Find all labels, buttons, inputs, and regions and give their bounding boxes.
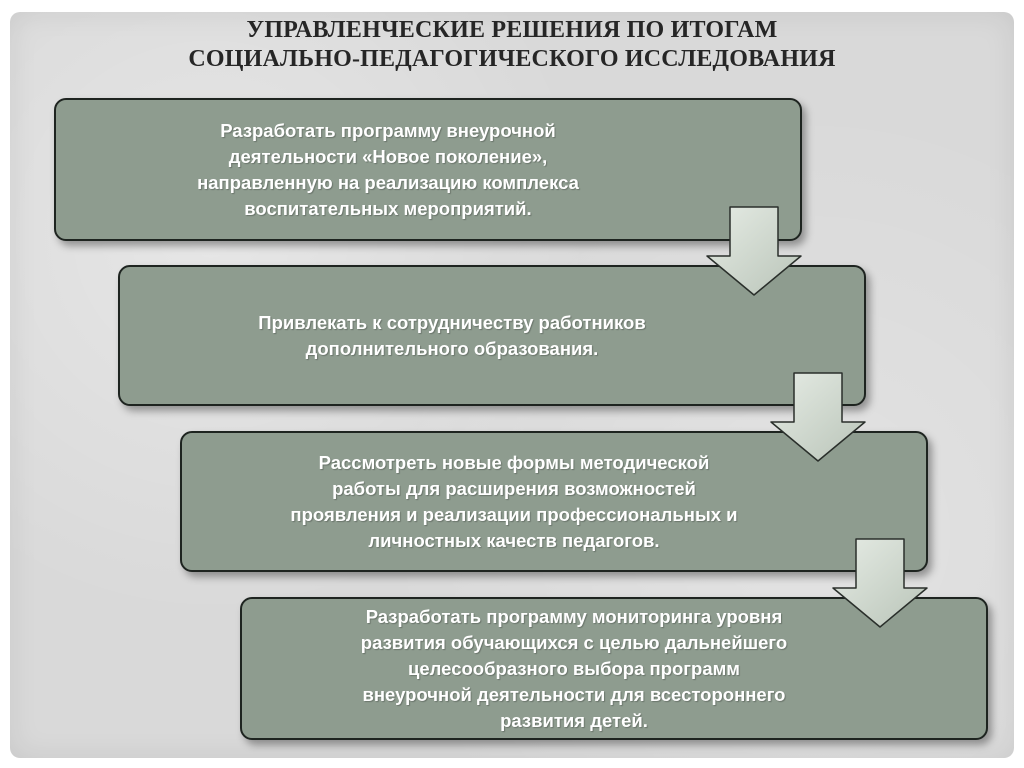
title-line-1: УПРАВЛЕНЧЕСКИЕ РЕШЕНИЯ ПО ИТОГАМ	[246, 17, 778, 43]
step-text-4: Разработать программу мониторинга уровня развития обучающихся с целью дальнейшего целесообразного выбора программ внеурочной деятельности для всестороннего развития детей.	[360, 605, 788, 731]
slide-title	[0, 16, 1024, 74]
title-line-2: СОЦИАЛЬНО-ПЕДАГОГИЧЕСКОГО ИССЛЕДОВАНИЯ	[188, 46, 836, 72]
step-text-3: Рассмотреть новые формы методической работы для расширения возможностей проявления и реализации профессиональных и личностных качеств педагогов.	[290, 451, 738, 551]
down-arrow-icon	[770, 372, 866, 462]
step-box-1	[54, 98, 802, 241]
step-text-2: Привлекать к сотрудничеству работников дополнительного образования.	[258, 311, 646, 359]
step-text-1: Разработать программу внеурочной деятельности «Новое поколение», направленную на реализацию комплекса воспитательных мероприятий.	[197, 119, 579, 219]
down-arrow-icon	[832, 538, 928, 628]
down-arrow-icon	[706, 206, 802, 296]
